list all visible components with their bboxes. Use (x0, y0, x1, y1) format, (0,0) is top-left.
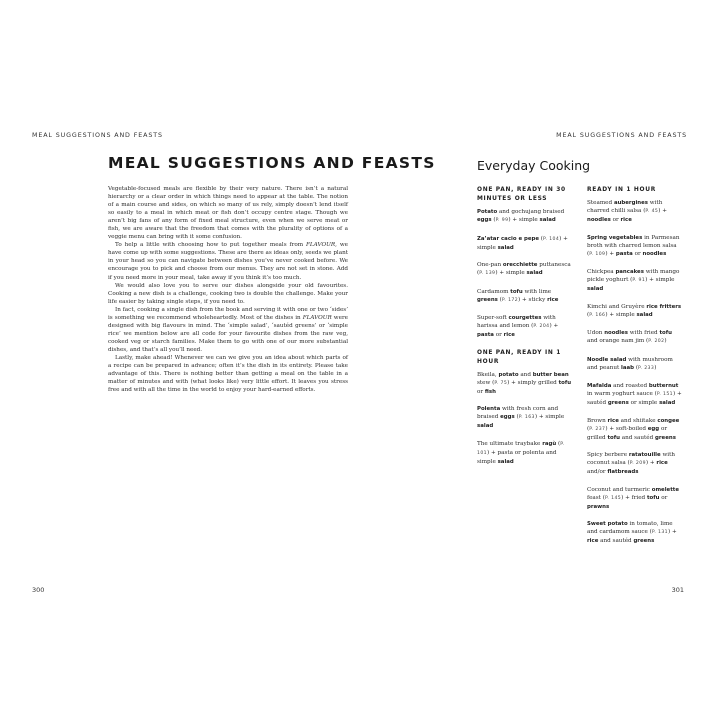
text-run: ) (664, 338, 667, 344)
dish-keyword: egg (647, 425, 660, 432)
intro-paragraph (108, 241, 348, 281)
dish-keyword: tofu (646, 494, 660, 501)
page-title: MEAL SUGGESTIONS AND FEASTS (108, 154, 436, 172)
intro-paragraph (108, 354, 348, 394)
dish-keyword: pasta (477, 332, 494, 338)
page-reference: P. 202 (648, 339, 665, 344)
dish-keyword: eggs (500, 414, 515, 420)
page-number-left: 300 (32, 586, 45, 594)
text-run: Vegetable-focused meals are flexible by their very nature. There isn’t a natural hierarchy or a clear order in which things need to appear at the table. The notion of a main course and sides, on which so many of us rely, simply doesn’t lend itself so easily to a meal in which meat or fish don’t occupy centre stage. Though we aren’t big fans of any form of fixed meal structure, even when we serve meat or fish, we are aware that the freedom that comes with the plurality of options of a veggie menu can bring with it some confusion. (108, 186, 348, 241)
dish-keyword: butternut (648, 383, 679, 389)
menu-group (477, 186, 572, 339)
text-run: or grilled (587, 425, 668, 441)
text-run: stew ( (477, 379, 495, 386)
text-run: In fact, cooking a single dish from the book and serving it with one or two ‘sides’ is something we recommend wholeheartedly. Most of the dishes in (108, 306, 348, 321)
text-run: Lastly, make ahead! Whenever we can we give you an idea about which parts of a recipe can be prepared in advance; often it’s the dish in its entirety. Please take advantage of this. There is nothing better than getting a meal on the table in a matter of minutes and with (what looks like) very little effort. It leaves you stress free and with all the time in the world to enjoy your hard-earned efforts. (108, 354, 348, 394)
text-run: with coconut salsa ( (587, 452, 675, 466)
text-run: or (493, 332, 504, 338)
page-reference: P. 237 (589, 426, 606, 432)
text-run: with mushroom and peanut (587, 356, 673, 371)
menu-suggestion (587, 234, 682, 259)
text-run: FLAVOUR (302, 314, 332, 321)
text-run: ) + sticky (518, 296, 548, 303)
text-run: ( (634, 364, 639, 371)
dish-keyword: salad (526, 270, 543, 276)
text-run: feast ( (587, 494, 605, 501)
page-reference: P. 109 (589, 251, 606, 257)
dish-keyword: salad (659, 400, 676, 406)
dish-keyword: greens (607, 400, 629, 406)
dish-keyword: noodles (604, 330, 629, 336)
dish-keyword: rice fritters (646, 303, 682, 310)
menu-suggestion (477, 235, 572, 252)
dish-keyword: salad (587, 286, 604, 292)
intro-paragraph (108, 306, 348, 354)
menu-suggestion (587, 417, 682, 442)
text-run: Udon (587, 330, 605, 336)
menu-suggestion (587, 268, 682, 293)
dish-keyword: potato (498, 371, 519, 378)
page-reference: P. 101 (477, 441, 565, 456)
text-run: ( (514, 414, 519, 420)
page-reference: P. 163 (518, 415, 535, 420)
text-run: in tomato, lime and cardamom sauce ( (587, 521, 673, 535)
text-run: and orange nam jim ( (587, 338, 649, 344)
dish-keyword: fish (484, 388, 496, 395)
dish-keyword: salad (477, 423, 494, 429)
menu-column-left (477, 186, 572, 475)
dish-keyword: omelette (651, 486, 680, 493)
dish-keyword: greens (477, 296, 498, 303)
dish-keyword: orecchiette (502, 262, 538, 268)
text-run: ( (587, 311, 590, 318)
dish-keyword: noodles (642, 250, 667, 257)
page-reference: P. 209 (629, 461, 646, 466)
dish-keyword: tofu (510, 288, 523, 295)
dish-keyword: congee (657, 417, 680, 424)
menu-suggestion (477, 314, 572, 339)
text-run: ) + simple (645, 277, 675, 283)
text-run: and roasted (611, 383, 649, 389)
menu-group (477, 349, 572, 466)
dish-keyword: ragù (542, 440, 557, 447)
text-run: or simple (628, 400, 660, 406)
text-run: ( (539, 235, 544, 242)
intro-paragraph (108, 282, 348, 306)
text-run: ( (497, 296, 502, 303)
text-run: with fried (628, 330, 660, 336)
text-run: Bkeila, (477, 371, 499, 378)
text-run: ) + simple (477, 235, 568, 251)
dish-keyword: noodles (587, 217, 611, 223)
page-reference: P. 151 (656, 392, 674, 397)
text-run: Brown (587, 417, 608, 424)
menu-suggestion (587, 199, 682, 224)
text-run: puttanesca ( (477, 262, 571, 276)
dish-keyword: flatbreads (607, 469, 639, 475)
dish-keyword: Mafalda (587, 383, 612, 389)
dish-keyword: salad (636, 311, 653, 318)
dish-keyword: greens (633, 538, 655, 544)
text-run: Kimchi and Gruyère (587, 303, 647, 310)
text-run: in Parmesan broth with charred lemon salsa ( (587, 234, 680, 257)
text-run: and shiitake (618, 417, 658, 424)
page-reference: P. 99 (495, 218, 509, 223)
dish-keyword: Za’atar cacio e pepe (477, 235, 540, 242)
text-run: ) + simply grilled (507, 379, 559, 386)
menu-suggestion (477, 405, 572, 430)
dish-keyword: eggs (477, 217, 492, 223)
text-run: or (610, 217, 621, 223)
menu-suggestion (587, 451, 682, 476)
text-run: with mango pickle yoghurt ( (587, 269, 680, 283)
text-run: with lime (522, 288, 552, 295)
menu-suggestion (477, 208, 572, 225)
text-run: ) + (668, 529, 677, 535)
dish-keyword: rice (587, 538, 599, 544)
menu-suggestion (587, 382, 682, 407)
text-run: or (659, 494, 668, 501)
text-run: , we have come up with some suggestions. These are there as ideas only, seeds we plant in your head so you can navigate between dishes you’ve never cooked before. We encourage you to pick and choose from our menus. They are not set in stone. Add if you need more in your meal, take away if you think it’s too much. (108, 242, 348, 281)
text-run: One-pan (477, 262, 503, 268)
text-run: Coconut and turmeric (587, 486, 652, 493)
intro-paragraph (108, 185, 348, 241)
section-title: Everyday Cooking (477, 158, 591, 173)
dish-keyword: salad (497, 244, 514, 251)
dish-keyword: ratatouille (628, 452, 661, 458)
dish-keyword: laab (621, 364, 635, 371)
page-reference: P. 104 (543, 236, 560, 242)
text-run: ) + fried (621, 494, 647, 501)
page-reference: P. 91 (632, 278, 646, 283)
text-run: ) + sautéd (587, 391, 682, 406)
text-run: ) + simple (495, 270, 527, 276)
text-run: To help a little with choosing how to put together meals from (115, 242, 307, 249)
text-run: and sautéd (598, 538, 634, 544)
text-run: Cardamom (477, 288, 511, 295)
text-run: ) + simple (605, 311, 637, 318)
text-run: ( (556, 440, 561, 447)
menu-suggestion (587, 303, 682, 320)
page-reference: P. 233 (638, 365, 655, 371)
text-run: ) + (605, 250, 616, 257)
text-run: ) (654, 364, 657, 371)
page-reference: P. 45 (645, 209, 659, 214)
dish-keyword: pancakes (615, 269, 644, 275)
text-run: Steamed (587, 200, 614, 206)
page-reference: P. 166 (589, 312, 606, 318)
dish-keyword: tofu (607, 434, 620, 441)
dish-keyword: rice (547, 296, 559, 303)
page-reference: P. 139 (479, 271, 496, 276)
dish-keyword: pasta (615, 250, 633, 257)
menu-suggestion (587, 520, 682, 545)
dish-keyword: rice (656, 460, 668, 466)
text-run: in warm yoghurt sauce ( (587, 391, 657, 397)
dish-keyword: Spring vegetables (587, 234, 643, 241)
page-reference: P. 131 (651, 530, 669, 535)
text-run: Chickpea (587, 269, 616, 275)
menu-suggestion (477, 371, 572, 396)
text-run: FLAVOUR (306, 242, 336, 249)
dish-keyword: prawns (587, 503, 610, 510)
text-run: with charred chilli salsa ( (587, 200, 663, 214)
dish-keyword: aubergines (613, 200, 648, 206)
menu-suggestion (587, 329, 682, 346)
dish-keyword: tofu (558, 379, 572, 386)
dish-keyword: Noodle salad (587, 356, 627, 363)
text-run: ) + simple (534, 414, 565, 420)
menu-suggestion (477, 440, 572, 466)
text-run: or (632, 250, 643, 257)
text-run: with harissa and lemon ( (477, 315, 556, 329)
dish-keyword: tofu (659, 330, 672, 336)
running-head-left: MEAL SUGGESTIONS AND FEASTS (32, 132, 163, 139)
dish-keyword: Sweet potato (587, 521, 628, 527)
menu-column-right (587, 186, 682, 555)
menu-suggestion (587, 356, 682, 373)
menu-suggestion (587, 486, 682, 511)
dish-keyword: Polenta (477, 406, 501, 412)
intro-text (108, 185, 348, 394)
text-run: ) + (549, 323, 559, 329)
text-run: ) + soft-boiled (605, 425, 648, 432)
menu-suggestion (477, 288, 572, 305)
dish-keyword: salad (497, 458, 514, 465)
text-run: ) + (645, 460, 657, 466)
text-run: and gochujang braised (497, 209, 565, 215)
text-run: ) + simple (508, 217, 540, 223)
page-number-right: 301 (671, 586, 684, 594)
dish-keyword: courgettes (508, 315, 542, 321)
dish-keyword: salad (539, 217, 556, 223)
dish-keyword: butter bean (532, 371, 569, 378)
text-run: ) + (658, 208, 667, 214)
menu-group-heading: ONE PAN, READY IN 30 MINUTES OR LESS (477, 187, 566, 202)
text-run: or (477, 388, 485, 395)
page-reference: P. 172 (501, 297, 519, 303)
text-run: Super-soft (477, 315, 509, 321)
running-head-right: MEAL SUGGESTIONS AND FEASTS (556, 132, 687, 139)
menu-group-heading: READY IN 1 HOUR (587, 187, 656, 193)
text-run: ( (587, 425, 590, 432)
dish-keyword: greens (655, 434, 676, 441)
menu-group-heading: ONE PAN, READY IN 1 HOUR (477, 349, 562, 365)
dish-keyword: rice (620, 217, 632, 223)
page-reference: P. 204 (533, 324, 550, 329)
text-run: with fresh corn and braised (477, 406, 559, 420)
text-run: ( (491, 217, 496, 223)
text-run: The ultimate traybake (477, 440, 543, 447)
text-run: and sautéd (619, 434, 656, 441)
text-run: were designed with big flavours in mind. The ‘simple salad’, ‘sautéd greens’ or ‘simple rice’ we mention below are all code for your favourite dishes from the raw veg, cooked veg or starch families. Make them to go with one of our more substantial dishes, and that’s all you’ll need. (108, 314, 348, 353)
dish-keyword: rice (503, 332, 515, 338)
text-run: We would also love you to serve our dishes alongside your old favourites. Cooking a new dish is a challenge, cooking two is double the challenge. Make your life easier by taking single steps, if you need to. (108, 282, 348, 305)
text-run: and/or (587, 469, 608, 475)
text-run: ) + pasta or polenta and simple (477, 449, 557, 465)
dish-keyword: Potato (477, 209, 498, 215)
text-run: and (518, 371, 533, 378)
menu-suggestion (477, 261, 572, 278)
page-reference: P. 75 (494, 380, 508, 386)
text-run: Spicy berbere (587, 452, 629, 458)
page-reference: P. 145 (604, 495, 622, 501)
dish-keyword: rice (607, 417, 619, 424)
menu-group (587, 186, 682, 545)
